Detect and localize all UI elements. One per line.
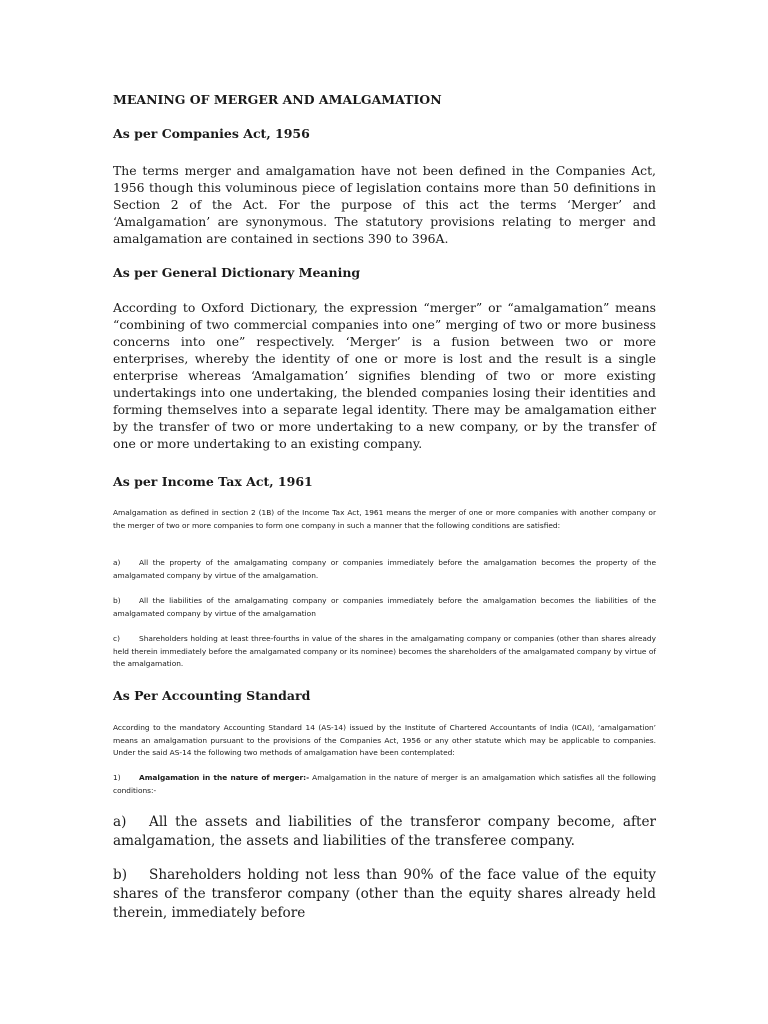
condition-text: Shareholders holding at least three-fourths in value of the shares in the amalgamating company or companies (other than shares already held therein immediately before the amalgamated company or its nominee) becomes the shareholders of the amalgamated company by virtue of the amalgamation. — [113, 634, 656, 668]
method-label: 1) — [113, 773, 121, 782]
income-tax-condition-c — [113, 633, 656, 671]
document-title: MEANING OF MERGER AND AMALGAMATION — [113, 92, 442, 107]
accounting-standard-intro: According to the mandatory Accounting Standard 14 (AS-14) issued by the Institute of Chartered Accountants of India (ICAI), ‘amalgamation’ means an amalgamation pursuant to the provisions of the Companies Act, 1956 or any other statute which may be applicable to companies. Under the said AS-14 the following two methods of amalgamation have been contemplated: — [113, 723, 656, 757]
condition-text: Shareholders holding not less than 90% of the face value of the equity shares of the transferor company (other than the equity shares already held therein, immediately before — [113, 867, 656, 921]
method-text: Amalgamation in the nature of merger is an amalgamation which satisfies all the following conditions:- — [113, 773, 656, 795]
income-tax-condition-b — [113, 595, 656, 620]
section-heading-accounting-standard: As Per Accounting Standard — [113, 688, 311, 703]
accounting-method-1 — [113, 772, 656, 797]
dictionary-paragraph: According to Oxford Dictionary, the expression “merger” or “amalgamation” means “combining of two commercial companies into one” merging of two or more business concerns into one” respectively. ‘Merger’ is a fusion between two or more enterprises, whereby the identity of one or more is lost and the result is a single enterprise whereas ‘Amalgamation’ signifies blending of two or more existing undertakings into one undertaking, the blended companies losing their identities and forming themselves into a separate legal identity. There may be amalgamation either by the transfer of two or more undertaking to a new company, or by the transfer of one or more undertaking to an existing company. — [113, 300, 656, 451]
condition-label: b) — [113, 596, 121, 605]
condition-text: All the liabilities of the amalgamating company or companies immediately before the amalgamation becomes the liabilities of the amalgamated company by virtue of the amalgamation — [113, 596, 656, 618]
section-heading-companies-act: As per Companies Act, 1956 — [113, 126, 310, 141]
companies-act-paragraph: The terms merger and amalgamation have not been defined in the Companies Act, 1956 though this voluminous piece of legislation contains more than 50 definitions in Section 2 of the Act. For the purpose of this act the terms ‘Merger’ and ‘Amalgamation’ are synonymous. The statutory provisions relating to merger and amalgamation are contained in sections 390 to 396A. — [113, 163, 656, 246]
method-title: Amalgamation in the nature of merger:- — [139, 773, 310, 782]
condition-label: c) — [113, 634, 120, 643]
condition-label: b) — [113, 867, 128, 883]
section-heading-income-tax: As per Income Tax Act, 1961 — [113, 474, 313, 489]
condition-text: All the assets and liabilities of the transferor company become, after amalgamation, the assets and liabilities of the transferee company. — [113, 814, 656, 849]
condition-label: a) — [113, 814, 127, 830]
income-tax-condition-a — [113, 557, 656, 582]
income-tax-intro: Amalgamation as defined in section 2 (1B) of the Income Tax Act, 1961 means the merger of one or more companies with another company or the merger of two or more companies to form one company in such a manner that the following conditions are satisfied: — [113, 508, 656, 530]
accounting-condition-b — [113, 866, 656, 923]
condition-text: All the property of the amalgamating company or companies immediately before the amalgamation becomes the property of the amalgamated company by virtue of the amalgamation. — [113, 558, 656, 580]
accounting-condition-a — [113, 813, 656, 851]
condition-label: a) — [113, 558, 121, 567]
section-heading-dictionary: As per General Dictionary Meaning — [113, 265, 361, 280]
